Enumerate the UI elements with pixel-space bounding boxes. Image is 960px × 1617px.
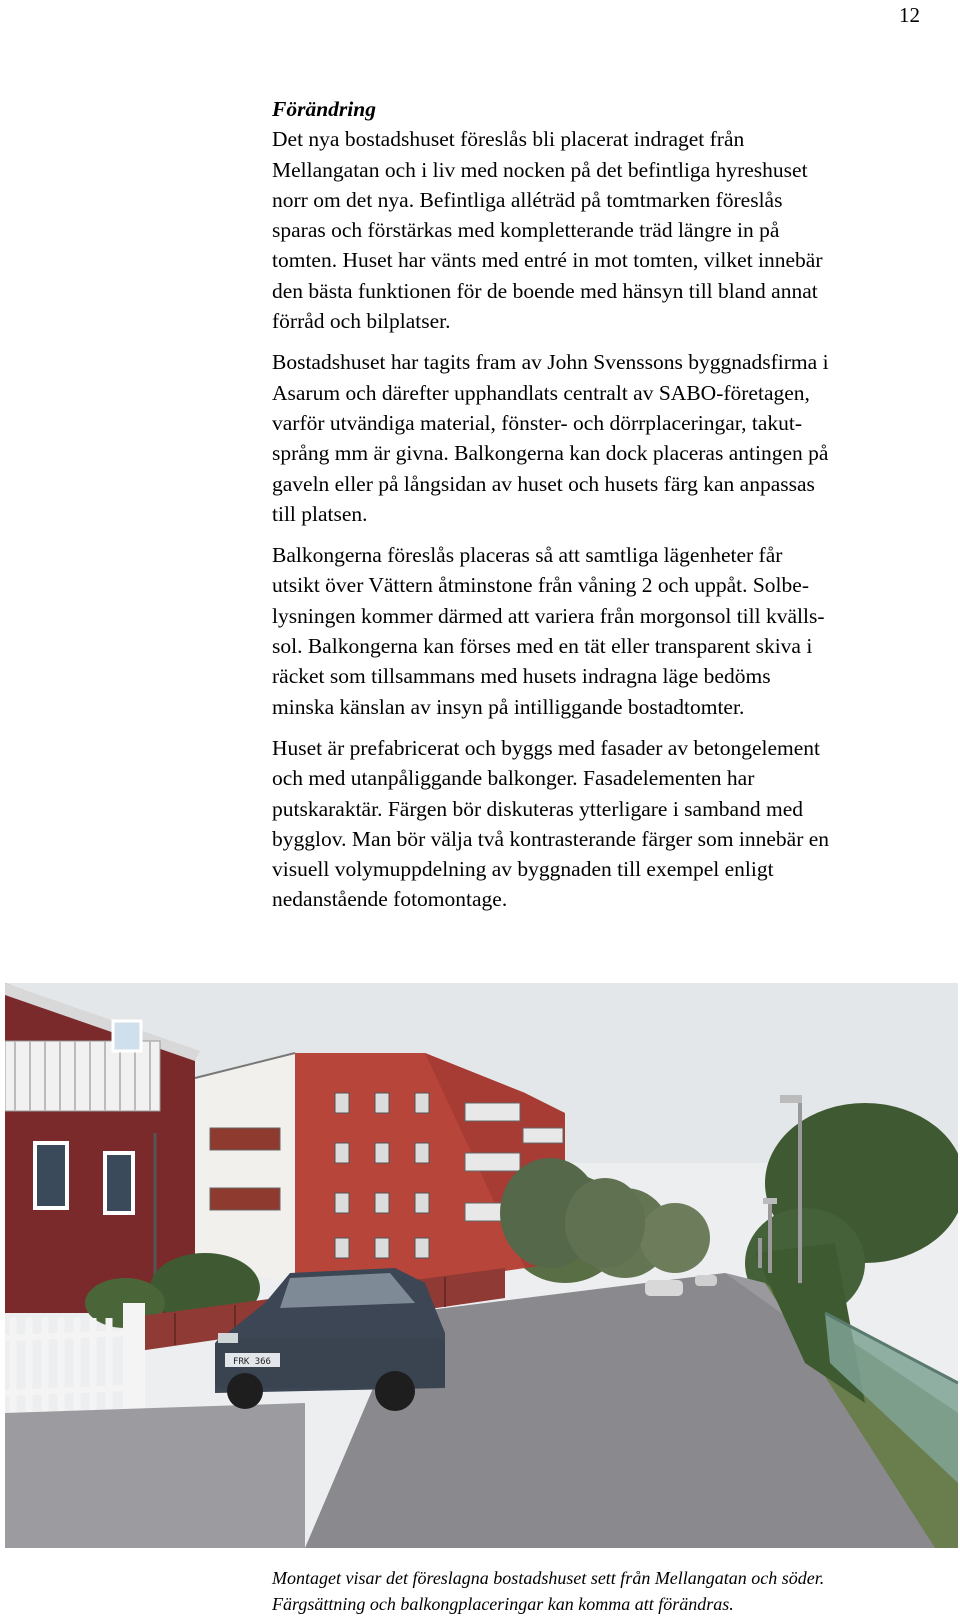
text-line: minska känslan av insyn på intilliggande bostadtomter. bbox=[272, 694, 745, 719]
text-line: till platsen. bbox=[272, 501, 368, 526]
paragraph-facade bbox=[272, 733, 960, 915]
text-line: bygglov. Man bör välja två kontrasterande färger som innebär en bbox=[272, 826, 830, 851]
text-line: sparas och förstärkas med kompletterande träd längre in på bbox=[272, 218, 780, 243]
text-line: norr om det nya. Befintliga alléträd på tomtmarken föreslås bbox=[272, 187, 783, 212]
license-plate-text: FRK 366 bbox=[233, 1357, 271, 1367]
text-line: Huset är prefabricerat och byggs med fasader av betongelement bbox=[272, 735, 821, 760]
text-line: räcket som tillsammans med husets indragna läge bedöms bbox=[272, 664, 771, 689]
text-line: sol. Balkongerna kan förses med en tät eller transparent skiva i bbox=[272, 634, 813, 659]
text-line: Det nya bostadshuset föreslås bli placerat indraget från bbox=[272, 127, 745, 152]
image-caption bbox=[272, 1566, 952, 1617]
photomontage-image bbox=[5, 983, 958, 1548]
page-number: 12 bbox=[899, 3, 920, 27]
text-line: lysningen kommer därmed att variera från morgonsol till kvälls- bbox=[272, 603, 825, 628]
paragraph-balconies bbox=[272, 540, 960, 722]
text-line: förråd och bilplatser. bbox=[272, 309, 451, 334]
section-heading: Förändring bbox=[272, 97, 376, 121]
text-line: den bästa funktionen för de boende med hänsyn till bland annat bbox=[272, 278, 818, 303]
text-line: Balkongerna föreslås placeras så att samtliga lägenheter får bbox=[272, 543, 783, 568]
text-line: visuell volymuppdelning av byggnaden till exempel enligt bbox=[272, 857, 774, 882]
text-line: putskaraktär. Färgen bör diskuteras ytterligare i samband med bbox=[272, 796, 803, 821]
text-line: Bostadshuset har tagits fram av John Svenssons byggnadsfirma i bbox=[272, 350, 829, 375]
text-line: Mellangatan och i liv med nocken på det befintliga hyreshuset bbox=[272, 157, 808, 182]
text-line: nedanstående fotomontage. bbox=[272, 887, 508, 912]
new-apartment-building bbox=[195, 1053, 565, 1283]
text-line: varför utvändiga material, fönster- och dörrplaceringar, takut- bbox=[272, 410, 803, 435]
text-line: och med utanpåliggande balkonger. Fasadelementen har bbox=[272, 766, 755, 791]
text-line: gaveln eller på långsidan av huset och husets färg kan anpassas bbox=[272, 471, 815, 496]
white-gate bbox=[5, 1303, 145, 1413]
text-line: Asarum och därefter upphandlats centralt av SABO-företagen, bbox=[272, 380, 810, 405]
text-line: utsikt över Vättern åtminstone från våning 2 och uppåt. Solbe- bbox=[272, 573, 809, 598]
paragraph-builder bbox=[272, 347, 960, 529]
caption-line: Montaget visar det föreslagna bostadshuset sett från Mellangatan och söder. bbox=[272, 1568, 825, 1588]
street-scene-illustration bbox=[5, 983, 958, 1548]
caption-line: Färgsättning och balkongplaceringar kan komma att förändras. bbox=[272, 1593, 734, 1614]
text-line: språng mm är givna. Balkongerna kan dock placeras antingen på bbox=[272, 441, 829, 466]
paragraph-placement bbox=[272, 124, 960, 336]
document-body bbox=[272, 94, 960, 926]
text-line: tomten. Huset har vänts med entré in mot tomten, vilket innebär bbox=[272, 248, 823, 273]
